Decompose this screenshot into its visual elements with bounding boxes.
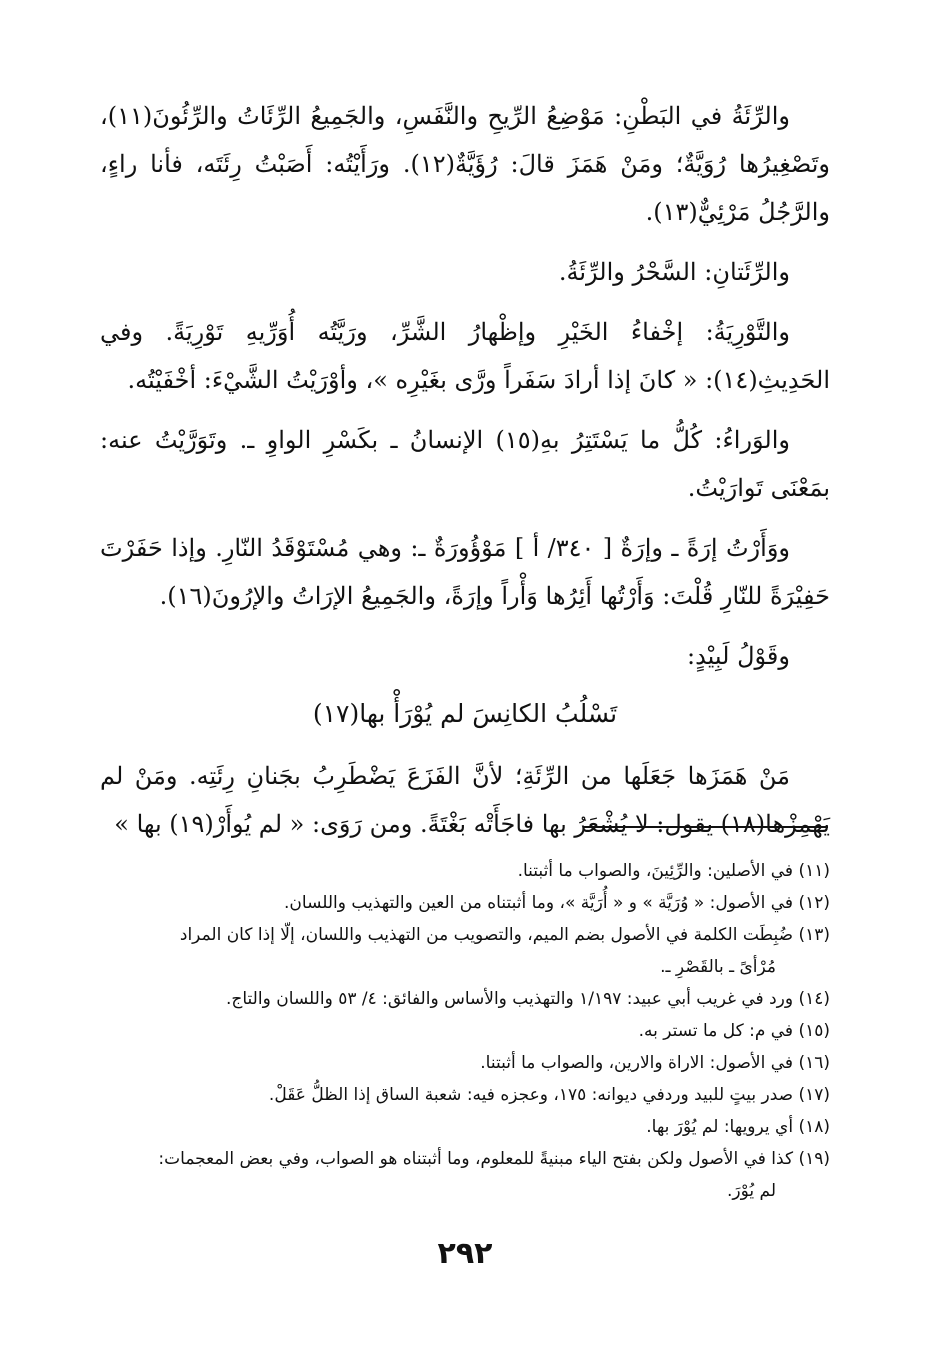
footnote-12: (١٢) في الأصول: « وُرَيَّة » و « أُرَيَّة »، وما أثبتناه من العين والتهذيب واللسان. xyxy=(284,893,830,913)
footnote-13: (١٣) ضُبِطَت الكلمة في الأصول بضم الميم، والتصويب من التهذيب واللسان، إلّا إذا كان المراد xyxy=(179,925,830,945)
paragraph-ira: ووَأَرْتُ إرَةً ـ وإرَةٌ [ ٣٤٠/ أ ] مَوْؤُورَةٌ ـ: وهي مُسْتَوْقَدُ النّارِ. وإذا حَفَرْتَ حَفِيْرَةً للنّارِ قُلْتَ: وَأَرْتُها أَئِرُها وَأْراً وإرَةً، والجَمِيعُ الإرَاتُ والإرُونَ(١٦). xyxy=(100,534,830,610)
footnote-16: (١٦) في الأصول: الاراة والارين، والصواب ما أثبتنا. xyxy=(480,1053,830,1073)
footnote-19-continued: لم يُوْرَ. xyxy=(726,1181,776,1201)
verse-line: تَسْلُبُ الكانِسَ لم يُوْرَأْ بها(١٧) xyxy=(312,699,618,728)
footnote-15: (١٥) في م: كل ما تستر به. xyxy=(638,1021,830,1041)
footnote-11: (١١) في الأصلين: والرِّئِينَ، والصواب ما أثبتنا. xyxy=(517,861,830,881)
paragraph-labid: وقَوْلُ لَبِيْدٍ: xyxy=(686,642,790,670)
paragraph-riatan: والرِّئَتانِ: السَّحْرُ والرِّئَةُ. xyxy=(558,258,790,286)
footnote-divider xyxy=(583,826,828,828)
footnote-17: (١٧) صدر بيتٍ للبيد وردفي ديوانه: ١٧٥، وعجزه فيه: شعبة الساق إذا الظلُّ عَقَلْ. xyxy=(268,1085,830,1105)
footnote-18: (١٨) أي يرويها: لم يُوْرَ بها. xyxy=(646,1117,830,1137)
footnote-13-continued: مُرْأىً ـ بالقَصْرِ ـ. xyxy=(660,957,776,977)
footnote-14: (١٤) ورد في غريب أبي عبيد: ١/١٩٧ والتهذيب والأساس والفائق: ٤/ ٥٣ واللسان والتاج. xyxy=(226,989,830,1009)
footnotes xyxy=(100,856,830,1208)
paragraph-rietu: والرِّئَةُ في البَطْنِ: مَوْضِعُ الرِّيحِ والنَّفَسِ، والجَمِيعُ الرِّئَاتُ والرِّئُونَ(١١)، وتَصْغِيرُها رُوَيَّةٌ؛ ومَنْ هَمَزَ قالَ: رُؤَيَّةٌ(١٢). ورَأَيْتُه: أَصَبْتُ رِئَتَه، فأنا راءٍ، والرَّجُلُ مَرْئِيٌّ(١٣). xyxy=(100,102,831,226)
page-number: ٢٩٢ xyxy=(437,1236,493,1271)
footnote-19: (١٩) كذا في الأصول ولكن بفتح الياء مبنيةً للمعلوم، وما أثبتناه هو الصواب، وفي بعض المعجمات: xyxy=(158,1149,830,1169)
paragraph-after-verse: مَنْ هَمَزَها جَعَلَها من الرِّئَةِ؛ لأنَّ الفَزَعَ يَضْطَرِبُ بجَنانِ رِئَتِه. ومَنْ لم يَهْمِزْها(١٨) يقول: لا يُشْعَرُ بها فاجَأَتْه بَغْتَةً. ومن رَوَى: « لم يُوأَرْ(١٩) بها » xyxy=(100,762,830,838)
paragraph-waraa: والوَراءُ: كُلُّ ما يَسْتَتِرُ بهِ(١٥) الإنسانُ ـ بكَسْرِ الواوِ ـ. وتَوَرَّيْتُ عنه: بمَعْنَى تَوارَيْتُ. xyxy=(100,426,830,502)
paragraph-tawriya: والتَّوْرِيَةُ: إخْفاءُ الخَيْرِ وإظْهارُ الشَّرِّ، ورَيَّتُه أُوَرِّيهِ تَوْرِيَةً. وفي الحَدِيثِ(١٤): « كانَ إذا أرادَ سَفَراً ورَّى بغَيْرِه »، وأوْرَيْتُ الشَّيْءَ: أخْفَيْتُه. xyxy=(100,318,830,394)
main-text xyxy=(100,92,830,860)
